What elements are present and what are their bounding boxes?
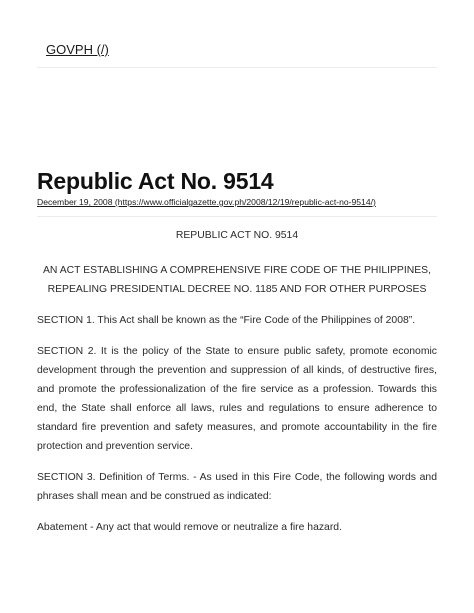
act-heading: REPUBLIC ACT NO. 9514 [175, 230, 299, 241]
act-subtitle: AN ACT ESTABLISHING A COMPREHENSIVE FIRE CODE OF THE PHILIPPINES, REPEALING PRESIDENTIAL DECREE NO. 1185 AND FOR OTHER PURPOSES [42, 265, 431, 295]
date-source-link[interactable]: December 19, 2008 (https://www.officialgazette.gov.ph/2008/12/19/republic-act-no-9514/) [37, 197, 376, 207]
abatement-definition: Abatement - Any act that would remove or neutralize a fire hazard. [37, 522, 342, 533]
section-3-paragraph: SECTION 3. Definition of Terms. - As used in this Fire Code, the following words and phrases shall mean and be construed as indicated: [37, 472, 437, 502]
article-body [37, 226, 437, 549]
section-2-paragraph: SECTION 2. It is the policy of the State to ensure public safety, promote economic development through the prevention and suppression of all kinds, of destructive fires, and promote the professionalization of the fire service as a profession. Towards this end, the State shall enforce all laws, rules and regulations to ensure adherence to standard fire prevention and safety measures, and promote accountability in the fire protection and prevention service. [37, 346, 437, 452]
title-divider [37, 216, 437, 217]
section-1-paragraph: SECTION 1. This Act shall be known as the “Fire Code of the Philippines of 2008”. [37, 315, 416, 326]
page-title: Republic Act No. 9514 [37, 168, 274, 194]
header-divider [37, 67, 437, 68]
govph-home-link[interactable]: GOVPH (/) [46, 42, 109, 57]
